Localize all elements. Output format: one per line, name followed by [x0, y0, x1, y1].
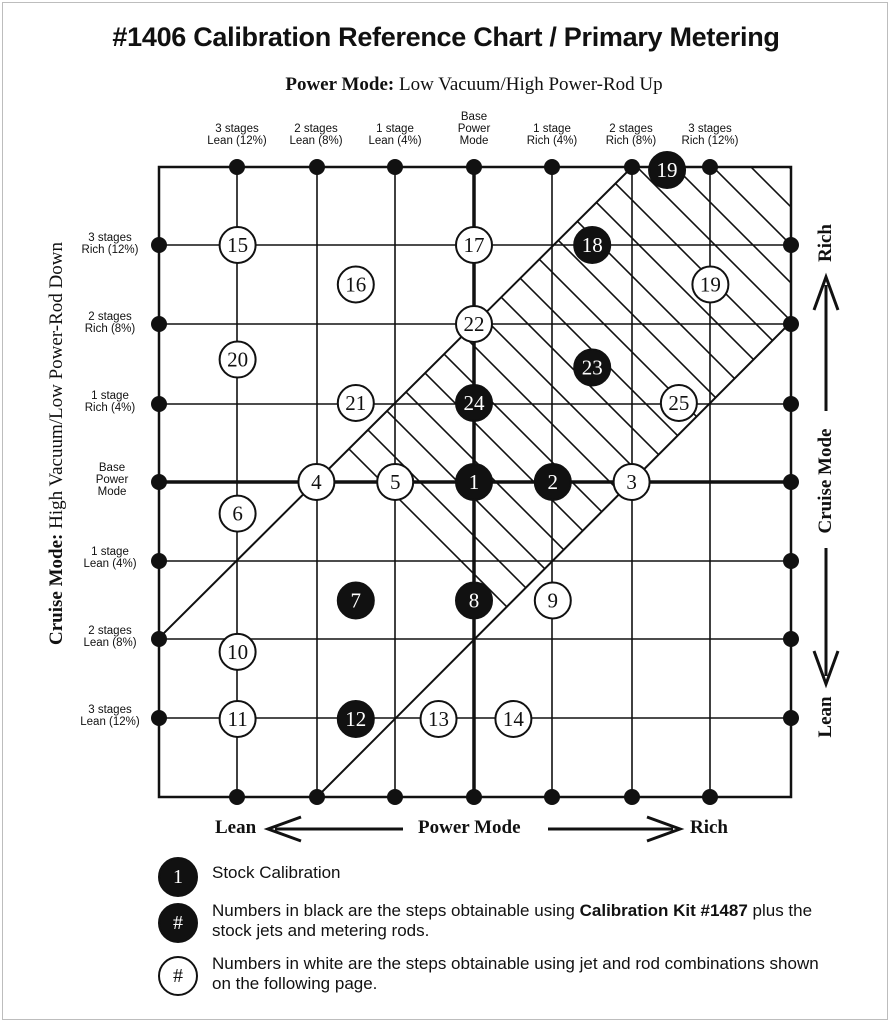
left-axis-label: Cruise Mode: High Vacuum/Low Power-Rod Down	[46, 242, 67, 645]
point-label: 25	[668, 391, 690, 415]
calibration-point	[220, 701, 256, 737]
calibration-point	[661, 385, 697, 421]
point-label: 24	[463, 391, 485, 415]
hatch-line	[294, 0, 892, 900]
row-header: 1 stage Lean (4%)	[83, 546, 137, 570]
hatch-line	[332, 0, 892, 900]
point-label: 14	[502, 707, 524, 731]
point-label: 13	[428, 707, 450, 731]
hatch-line	[28, 0, 892, 900]
legend-text: Numbers in white are the steps obtainable using jet and rod combinations shown on the following page.	[212, 954, 819, 993]
calibration-point	[338, 267, 374, 303]
calibration-point	[535, 583, 571, 619]
point-label: 3	[626, 470, 637, 494]
hatch-line	[66, 0, 892, 900]
subtitle-label: Power Mode:	[285, 74, 395, 95]
legend-badge-white: #	[158, 956, 198, 996]
point-label: 2	[547, 470, 559, 494]
point-label: 6	[232, 501, 243, 526]
point-label: 4	[311, 470, 322, 494]
grid-dot	[702, 159, 718, 175]
grid-dot	[309, 789, 325, 805]
column-header: 2 stages Rich (8%)	[605, 123, 657, 147]
bottom-rich-label: Rich	[690, 817, 728, 838]
row-header: 2 stages Rich (8%)	[84, 311, 136, 335]
column-header: 3 stages Rich (12%)	[681, 123, 739, 147]
row-header: 2 stages Lean (8%)	[83, 625, 137, 649]
row-header: Base Power Mode	[95, 462, 129, 498]
point-label: 10	[227, 639, 249, 664]
grid-dot	[151, 631, 167, 647]
calibration-point	[535, 464, 571, 500]
point-label: 17	[463, 233, 485, 257]
grid-dot	[624, 789, 640, 805]
hatch-line	[674, 0, 892, 900]
calibration-point	[338, 583, 374, 619]
calibration-point	[456, 227, 492, 263]
column-header: Base Power Mode	[457, 111, 491, 147]
point-label: 20	[227, 347, 249, 372]
bottom-power-mode-label: Power Mode	[418, 817, 521, 838]
column-header: 1 stage Rich (4%)	[526, 123, 578, 147]
calibration-point	[421, 701, 457, 737]
grid-dot	[783, 710, 799, 726]
grid-dot	[783, 316, 799, 332]
point-label: 5	[389, 470, 401, 494]
grid-dot	[544, 789, 560, 805]
grid-dot	[151, 474, 167, 490]
calibration-point	[692, 267, 728, 303]
calibration-point	[456, 464, 492, 500]
point-label: 15	[227, 233, 249, 257]
row-header: 3 stages Lean (12%)	[80, 704, 140, 728]
point-label: 7	[350, 588, 362, 613]
legend-text: Numbers in black are the steps obtainable using Calibration Kit #1487 plus the stock jets and metering rods.	[212, 901, 813, 940]
grid-dot	[783, 474, 799, 490]
point-label: 19	[656, 157, 678, 182]
point-label: 9	[547, 588, 559, 613]
calibration-point	[220, 342, 256, 378]
calibration-point	[456, 385, 492, 421]
point-label: 8	[468, 588, 480, 613]
hatch-line	[560, 0, 892, 900]
grid-dot	[702, 789, 718, 805]
legend-item-stock	[158, 857, 832, 897]
point-label: 21	[345, 391, 367, 415]
grid-dot	[151, 396, 167, 412]
grid-dot	[151, 316, 167, 332]
grid-dot	[783, 631, 799, 647]
grid-dot	[783, 237, 799, 253]
point-label: 16	[345, 272, 367, 297]
column-header: 3 stages Lean (12%)	[207, 123, 267, 147]
legend-item-black	[158, 903, 832, 943]
calibration-point	[338, 385, 374, 421]
column-header: 1 stage Lean (4%)	[368, 123, 422, 147]
calibration-point	[574, 227, 610, 263]
grid-dot	[624, 159, 640, 175]
legend-badge-black: 1	[158, 857, 198, 897]
hatch-line	[256, 0, 892, 900]
grid-dot	[544, 159, 560, 175]
hatch-line	[636, 0, 892, 900]
calibration-point	[220, 634, 256, 670]
calibration-point	[495, 701, 531, 737]
grid-dot	[783, 553, 799, 569]
point-label: 11	[227, 707, 248, 731]
point-label: 12	[345, 707, 367, 731]
calibration-point	[456, 583, 492, 619]
point-label: 23	[581, 355, 603, 380]
grid-dot	[466, 789, 482, 805]
legend-item-white	[158, 956, 832, 996]
chart-title: #1406 Calibration Reference Chart / Primary Metering	[112, 22, 780, 52]
calibration-point	[220, 227, 256, 263]
calibration-point	[377, 464, 413, 500]
row-header: 3 stages Rich (12%)	[81, 232, 139, 256]
grid-dot	[151, 237, 167, 253]
column-header: 2 stages Lean (8%)	[289, 123, 343, 147]
calibration-point	[574, 349, 610, 385]
grid-dot	[783, 396, 799, 412]
calibration-point	[649, 152, 685, 188]
point-label: 18	[581, 233, 603, 257]
grid-dot	[387, 789, 403, 805]
subtitle-text: Low Vacuum/High Power-Rod Up	[398, 74, 663, 95]
calibration-point	[298, 464, 334, 500]
grid-dot	[151, 553, 167, 569]
point-label: 19	[699, 272, 721, 297]
hatch-line	[598, 0, 892, 900]
hatch-line	[142, 0, 892, 900]
grid-dot	[229, 789, 245, 805]
calibration-point	[614, 464, 650, 500]
right-rich-label: Rich	[815, 224, 836, 262]
legend-badge-black: #	[158, 903, 198, 943]
grid-dot	[466, 159, 482, 175]
calibration-point	[220, 496, 256, 532]
grid-dot	[309, 159, 325, 175]
right-lean-label: Lean	[815, 696, 836, 738]
grid-dot	[387, 159, 403, 175]
row-header: 1 stage Rich (4%)	[84, 390, 136, 414]
hatch-line	[370, 0, 892, 900]
hatch-line	[712, 0, 892, 900]
legend-text: Stock Calibration	[212, 863, 341, 882]
point-label: 1	[468, 470, 480, 494]
hatch-line	[788, 0, 892, 900]
calibration-point	[456, 306, 492, 342]
point-label: 22	[463, 312, 485, 336]
grid-dot	[229, 159, 245, 175]
grid-dot	[151, 710, 167, 726]
bottom-lean-label: Lean	[215, 817, 257, 838]
hatch-line	[104, 0, 892, 900]
hatch-line	[180, 0, 892, 900]
right-cruise-mode-label: Cruise Mode	[815, 428, 836, 534]
calibration-point	[338, 701, 374, 737]
